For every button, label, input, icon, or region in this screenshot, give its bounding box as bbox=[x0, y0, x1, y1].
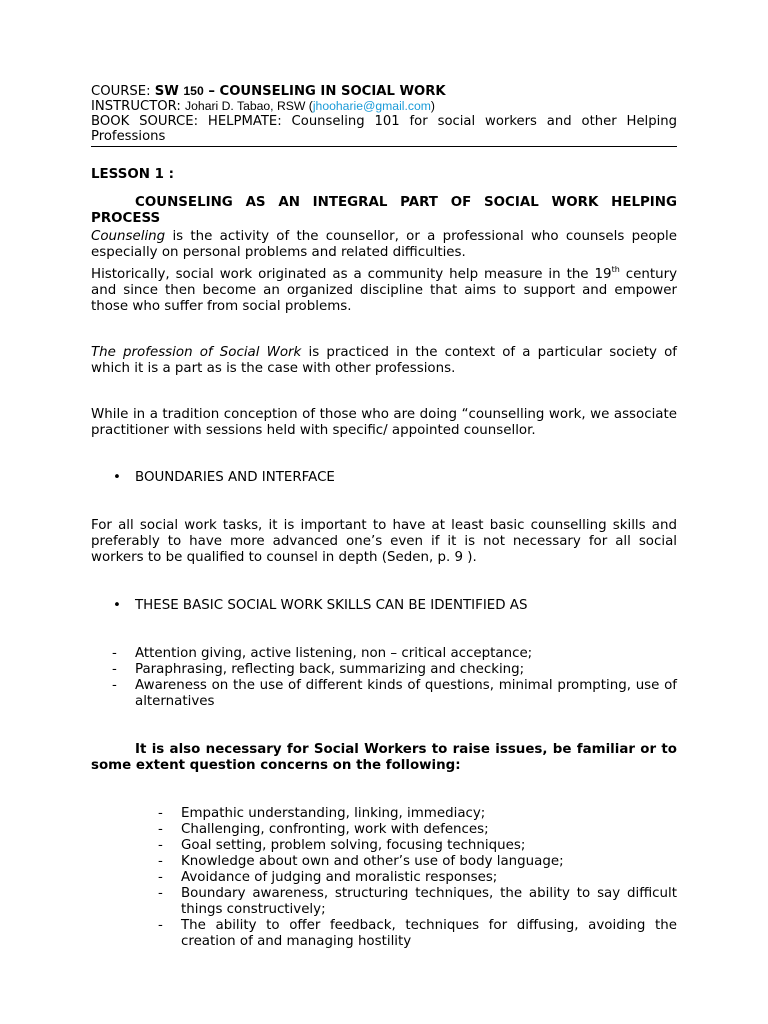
history-paragraph bbox=[91, 267, 677, 315]
concerns-list bbox=[91, 806, 677, 950]
dash-mark: - bbox=[112, 646, 117, 661]
tasks-paragraph: For all social work tasks, it is important to have at least basic counselling skills and preferably to have more advanced one’s even if it is not necessary for all social workers to be qualified to counsel in depth (Seden, p. 9 ). bbox=[91, 518, 677, 565]
necessary-paragraph: It is also necessary for Social Workers to raise issues, be familiar or to some extent question concerns on the following: bbox=[91, 742, 677, 773]
profession-text: is practiced in the context of a particular society of which it is a part as is the case with other professions. bbox=[91, 345, 677, 376]
bullet-mark: • bbox=[113, 470, 121, 485]
list-item: - The ability to offer feedback, techniques for diffusing, avoiding the creation of and managing hostility bbox=[158, 918, 677, 949]
dash-mark: - bbox=[112, 662, 117, 677]
instructor-line bbox=[91, 99, 677, 114]
history-superscript: th bbox=[611, 265, 620, 274]
list-item: - Goal setting, problem solving, focusing techniques; bbox=[158, 838, 526, 853]
book-source: BOOK SOURCE: HELPMATE: Counseling 101 for social workers and other Helping Professions bbox=[91, 114, 677, 144]
dash-mark: - bbox=[158, 822, 163, 837]
list-item: - Avoidance of judging and moralistic responses; bbox=[158, 870, 498, 885]
list-item: - Boundary awareness, structuring techniques, the ability to say difficult things constructively; bbox=[158, 886, 677, 917]
instructor-email-link[interactable]: jhooharie@gmail.com bbox=[312, 99, 431, 113]
dash-mark: - bbox=[158, 870, 163, 885]
list-item: - Attention giving, active listening, non – critical acceptance; bbox=[112, 646, 533, 661]
document-page bbox=[91, 84, 677, 950]
bullet-skills bbox=[91, 598, 677, 614]
skills-list bbox=[91, 646, 677, 710]
counseling-definition-text: is the activity of the counsellor, or a professional who counsels people especially on personal problems and related difficulties. bbox=[91, 229, 677, 260]
bullet-skills-text: THESE BASIC SOCIAL WORK SKILLS CAN BE IDENTIFIED AS bbox=[135, 598, 528, 613]
lesson-title: COUNSELING AS AN INTEGRAL PART OF SOCIAL WORK HELPING PROCESS bbox=[91, 195, 677, 226]
counseling-definition bbox=[91, 229, 677, 261]
course-label: COURSE: bbox=[91, 84, 155, 99]
list-item: - Challenging, confronting, work with defences; bbox=[158, 822, 489, 837]
dash-mark: - bbox=[158, 806, 163, 821]
dash-mark: - bbox=[158, 886, 163, 901]
history-text-b: century and since then become an organized discipline that aims to support and empower those who suffer from social problems. bbox=[91, 267, 677, 314]
course-number: 150 bbox=[183, 84, 204, 98]
instructor-name: Johari D. Tabao, RSW ( bbox=[185, 99, 313, 113]
bullet-boundaries-text: BOUNDARIES AND INTERFACE bbox=[135, 470, 335, 485]
bullet-mark: • bbox=[113, 598, 121, 613]
header-divider bbox=[91, 146, 677, 147]
list-item: - Knowledge about own and other’s use of body language; bbox=[158, 854, 564, 869]
tradition-paragraph: While in a tradition conception of those who are doing “counselling work, we associate practitioner with sessions held with specific/ appointed counsellor. bbox=[91, 407, 677, 438]
dash-mark: - bbox=[158, 838, 163, 853]
dash-mark: - bbox=[112, 678, 117, 693]
list-item: - Empathic understanding, linking, immediacy; bbox=[158, 806, 486, 821]
counseling-term: Counseling bbox=[91, 229, 166, 244]
bullet-boundaries bbox=[91, 470, 677, 486]
instructor-close: ) bbox=[430, 99, 435, 113]
history-text-a: Historically, social work originated as a community help measure in the 19 bbox=[91, 267, 612, 282]
lesson-label: LESSON 1 : bbox=[91, 167, 174, 182]
instructor-label: INSTRUCTOR: bbox=[91, 99, 186, 114]
list-item: - Paraphrasing, reflecting back, summarizing and checking; bbox=[112, 662, 525, 677]
list-item: - Awareness on the use of different kinds of questions, minimal prompting, use of alternatives bbox=[112, 678, 677, 709]
course-code: SW bbox=[154, 84, 184, 99]
dash-mark: - bbox=[158, 854, 163, 869]
course-title: – COUNSELING IN SOCIAL WORK bbox=[203, 84, 446, 99]
course-line bbox=[91, 84, 677, 99]
dash-mark: - bbox=[158, 918, 163, 933]
profession-term: The profession of Social Work bbox=[91, 345, 302, 360]
profession-paragraph bbox=[91, 345, 677, 377]
